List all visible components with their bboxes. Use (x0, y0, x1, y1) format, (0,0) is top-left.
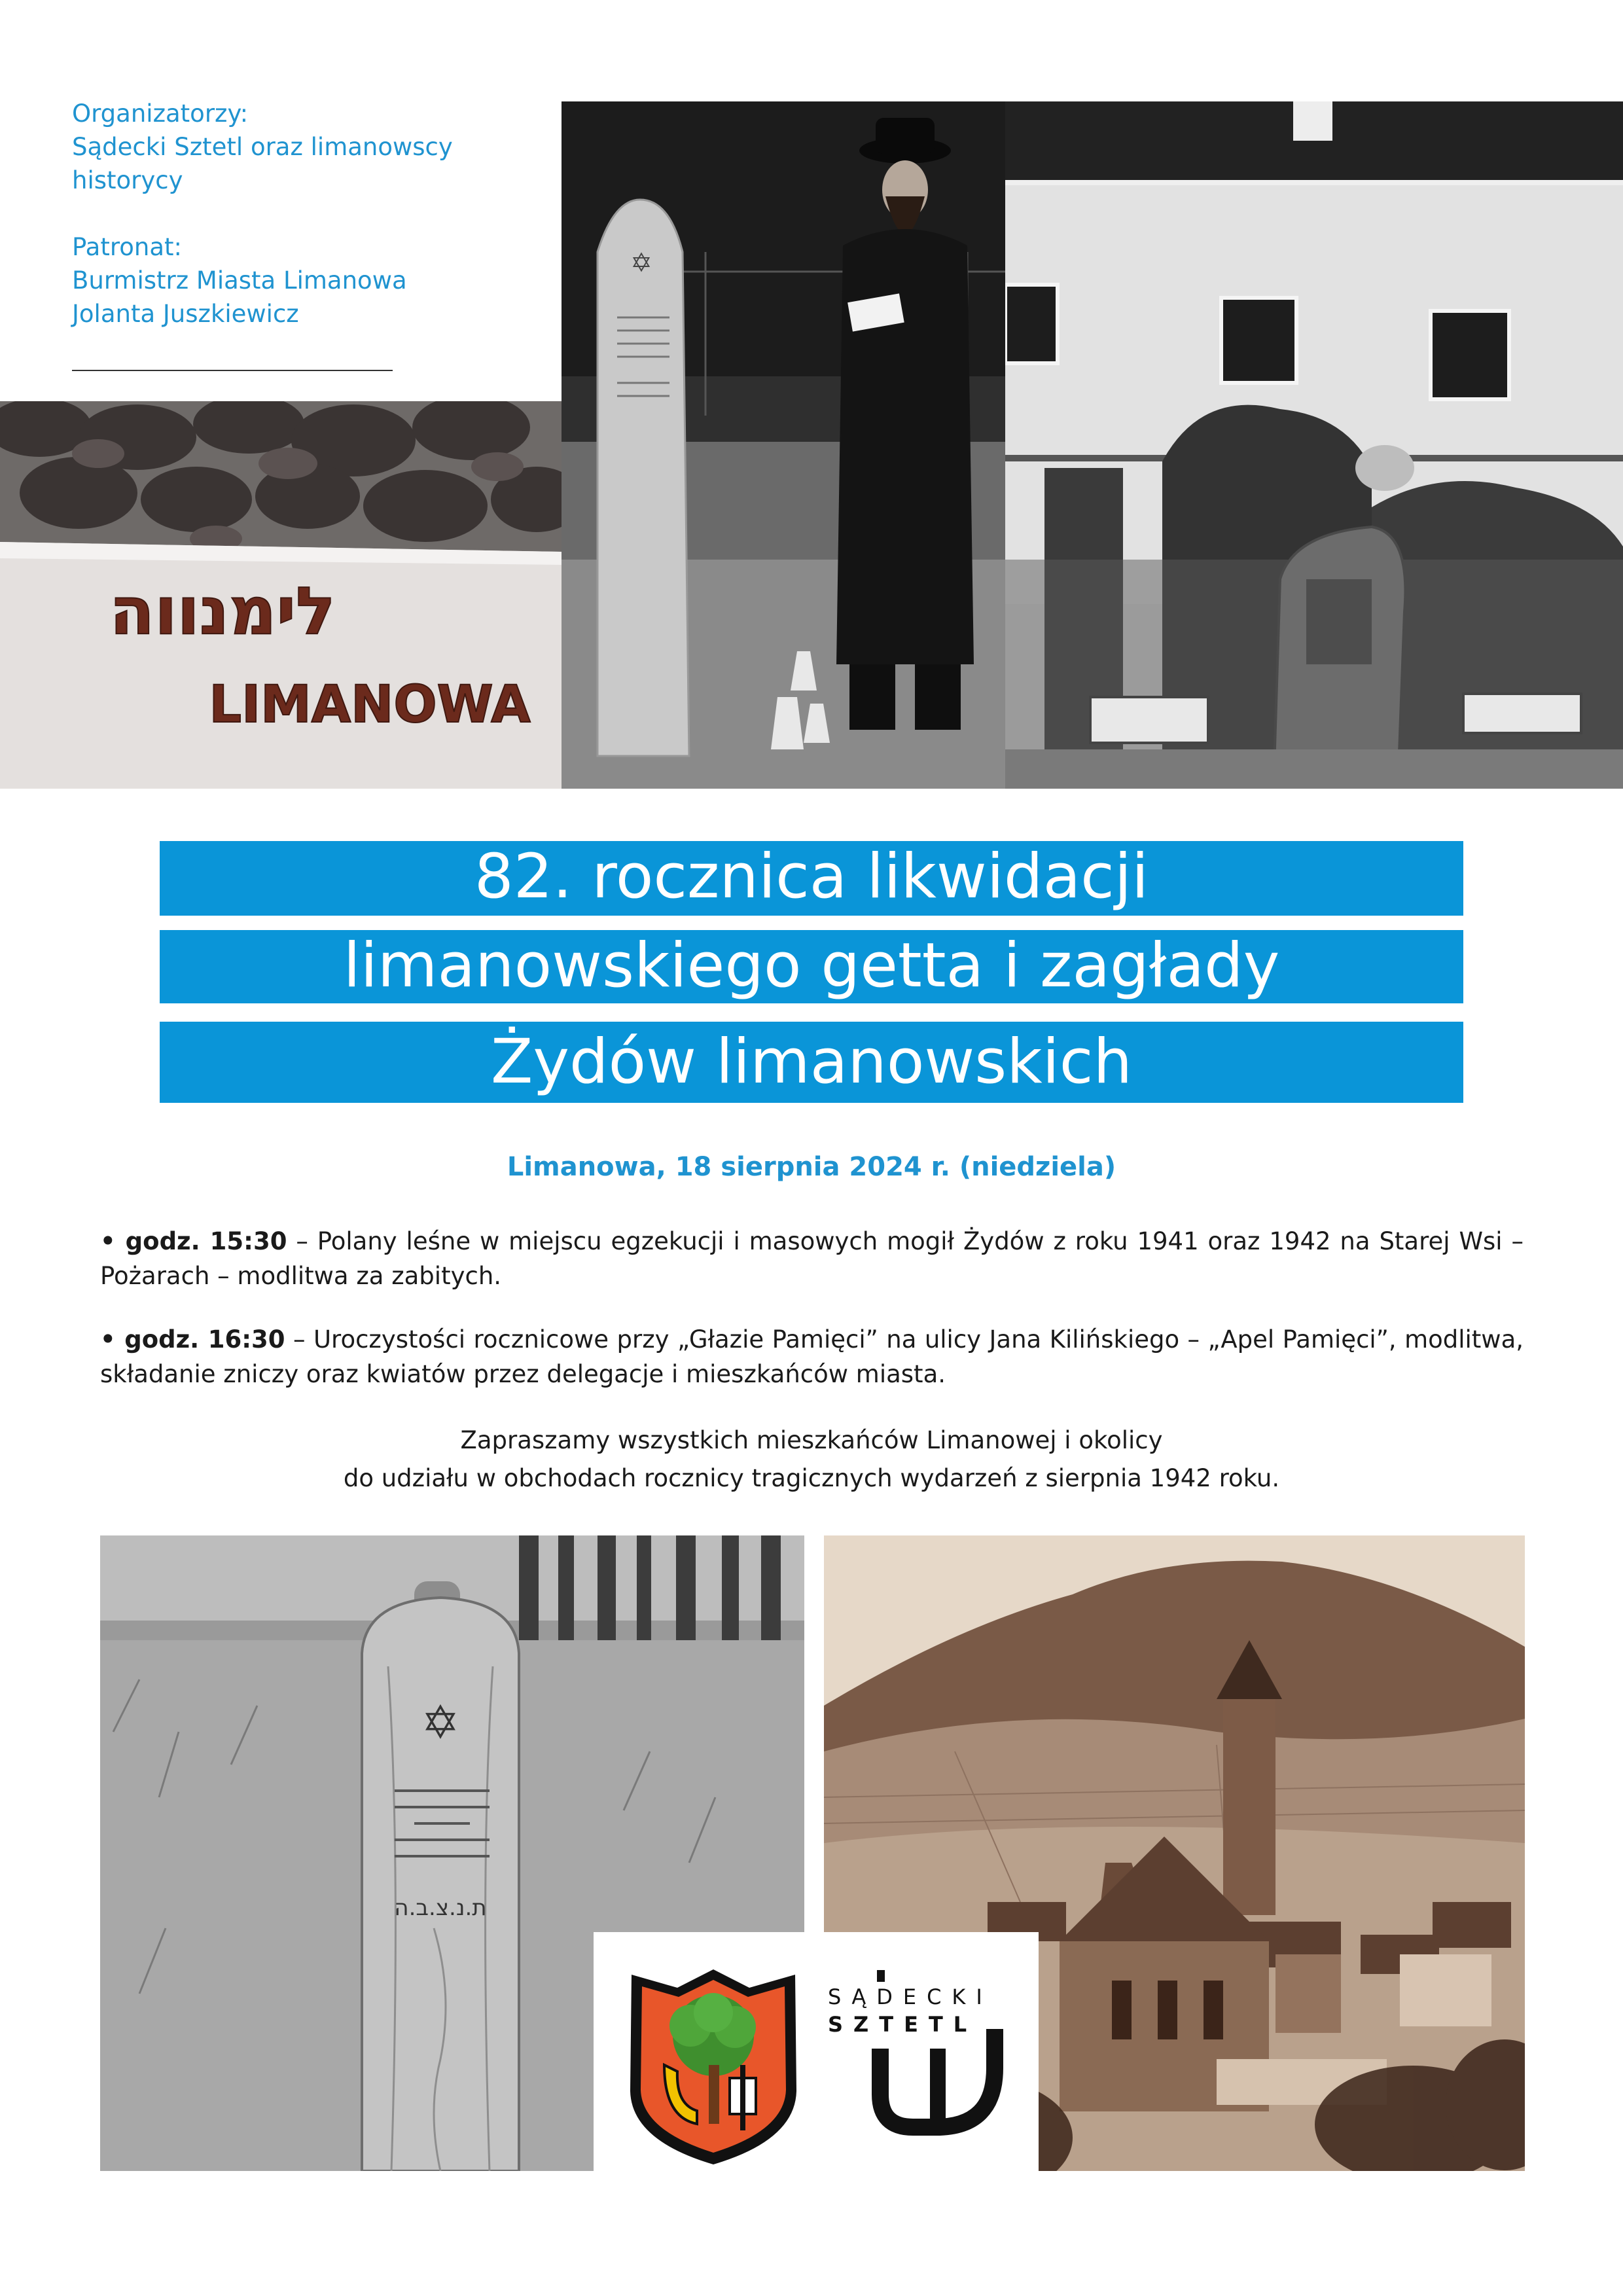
event-date: Limanowa, 18 sierpnia 2024 r. (niedziela) (507, 1152, 1116, 1182)
patronage-label: Patronat: (72, 233, 182, 261)
patronage-line-2: Jolanta Juszkiewicz (72, 300, 299, 328)
title-line-3: Żydów limanowskich (160, 1022, 1463, 1103)
divider-line (72, 370, 393, 371)
organizers-line-1: Sądecki Sztetl oraz limanowscy (72, 133, 453, 161)
sadecki-sztetl-logo (815, 1970, 1011, 2160)
gravestone-prayer-photo (562, 101, 1005, 789)
organizers-label: Organizatorzy: (72, 99, 249, 128)
memorial-latin-letters: LIMANOWA (209, 675, 531, 734)
schedule-item-2 (100, 1322, 1524, 1391)
schedule-time-1: • godz. 15:30 (100, 1227, 287, 1255)
memorial-building-photo (1005, 101, 1623, 789)
sztetl-logo-line-2: SZTETL (828, 2012, 978, 2037)
title-line-2: limanowskiego getta i zagłady (160, 930, 1463, 1003)
schedule-item-1 (100, 1224, 1524, 1293)
plaque-hebrew-letters: ת.נ.צ.ב.ה (394, 1895, 487, 1921)
organizers-info (72, 97, 453, 331)
memorial-stones-photo (0, 401, 562, 789)
title-line-1: 82. rocznica likwidacji (160, 841, 1463, 916)
memorial-hebrew-letters: לימנווה (109, 573, 336, 649)
svg-text:✡: ✡ (421, 1696, 460, 1749)
invitation-line-1: Zapraszamy wszystkich mieszkańców Limanowej i okolicy (460, 1426, 1163, 1454)
limanowa-coat-of-arms-icon (625, 1967, 802, 2166)
invitation-line-2: do udziału w obchodach rocznicy tragicznych wydarzeń z sierpnia 1942 roku. (343, 1464, 1280, 1492)
shin-letter-icon (828, 1970, 1011, 2160)
schedule-text-1: – Polany leśne w miejscu egzekucji i masowych mogił Żydów z roku 1941 oraz 1942 na Starej Wsi – Pożarach – modlitwa za zabitych. (100, 1227, 1524, 1290)
svg-text:✡: ✡ (630, 248, 652, 278)
schedule-time-2: • godz. 16:30 (100, 1325, 285, 1354)
sztetl-logo-line-1: SĄDECKI (828, 1984, 993, 2009)
patronage-line-1: Burmistrz Miasta Limanowa (72, 266, 407, 295)
schedule-text-2: – Uroczystości rocznicowe przy „Głazie Pamięci” na ulicy Jana Kilińskiego – „Apel Pamięci”, modlitwa, składanie zniczy oraz kwiatów przez delegacje i mieszkańców miasta. (100, 1325, 1524, 1388)
organizers-line-2: historycy (72, 166, 183, 194)
